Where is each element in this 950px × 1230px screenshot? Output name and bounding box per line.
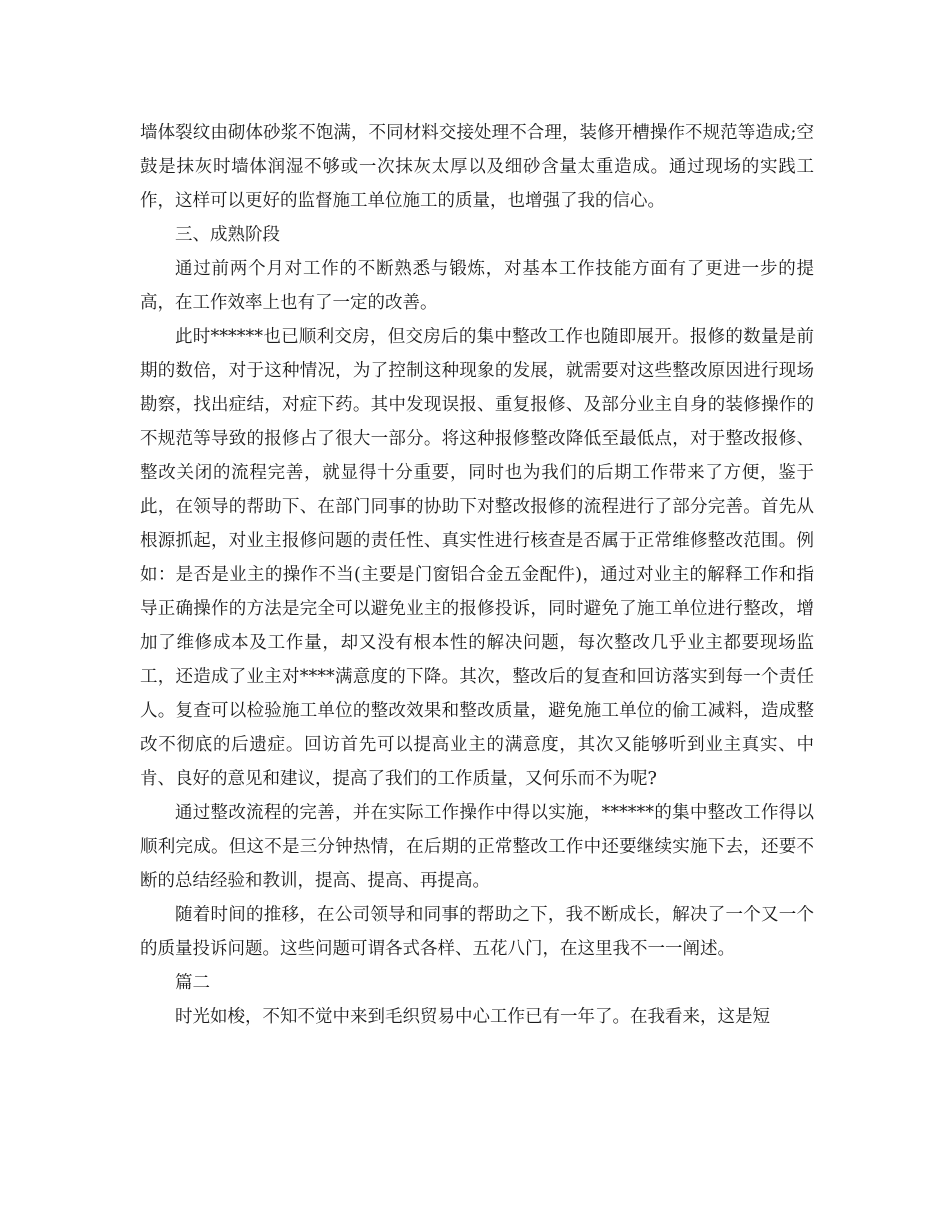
paragraph-rectification-process: 此时******也已顺利交房，但交房后的集中整改工作也随即展开。报修的数量是前期的数倍，对于这种情况，为了控制这种现象的发展，就需要对这些整改原因进行现场勘察，找出症结，对症下药。其中发现误报、重复报修、及部分业主自身的装修操作的不规范等导致的报修占了很大一部分。将这种报修整改降低至最低点，对于整改报修、整改关闭的流程完善，就显得十分重要，同时也为我们的后期工作带来了方便，鉴于此，在领导的帮助下、在部门同事的协助下对整改报修的流程进行了部分完善。首先从根源抓起，对业主报修问题的责任性、真实性进行核查是否属于正常维修整改范围。例如：是否是业主的操作不当(主要是门窗铝合金五金配件)，通过对业主的解释工作和指导正确操作的方法是完全可以避免业主的报修投诉，同时避免了施工单位进行整改，增加了维修成本及工作量，却又没有根本性的解决问题，每次整改几乎业主都要现场监工，还造成了业主对****满意度的下降。其次，整改后的复查和回访落实到每一个责任人。复查可以检验施工单位的整改效果和整改质量，避免施工单位的偷工减料，造成整改不彻底的后遗症。回访首先可以提高业主的满意度，其次又能够听到业主真实、中肯、良好的意见和建议，提高了我们的工作质量，又何乐而不为呢? — [140, 327, 814, 789]
paragraph-skill-improvement: 通过前两个月对工作的不断熟悉与锻炼，对基本工作技能方面有了更进一步的提高，在工作效率上也有了一定的改善。 — [140, 259, 814, 313]
paragraph-time-flies: 时光如梭，不知不觉中来到毛织贸易中心工作已有一年了。在我看来，这是短 — [175, 1007, 770, 1027]
paragraph-process-completion: 通过整改流程的完善，并在实际工作操作中得以实施，******的集中整改工作得以顺利完成。但这不是三分钟热情，在后期的正常整改工作中还要继续实施下去，还要不断的总结经验和教训，提高、提高、再提高。 — [140, 803, 814, 891]
section-heading-part-two: 篇二 — [175, 973, 210, 993]
section-heading-maturity-stage: 三、成熟阶段 — [175, 225, 280, 245]
paragraph-growth: 随着时间的推移，在公司领导和同事的帮助之下，我不断成长，解决了一个又一个的质量投诉问题。这些问题可谓各式各样、五花八门，在这里我不一一阐述。 — [140, 905, 814, 959]
document-page — [140, 116, 814, 1034]
paragraph-wall-cracks: 墙体裂纹由砌体砂浆不饱满，不同材料交接处理不合理，装修开槽操作不规范等造成;空鼓是抹灰时墙体润湿不够或一次抹灰太厚以及细砂含量太重造成。通过现场的实践工作，这样可以更好的监督施工单位施工的质量，也增强了我的信心。 — [140, 123, 814, 211]
